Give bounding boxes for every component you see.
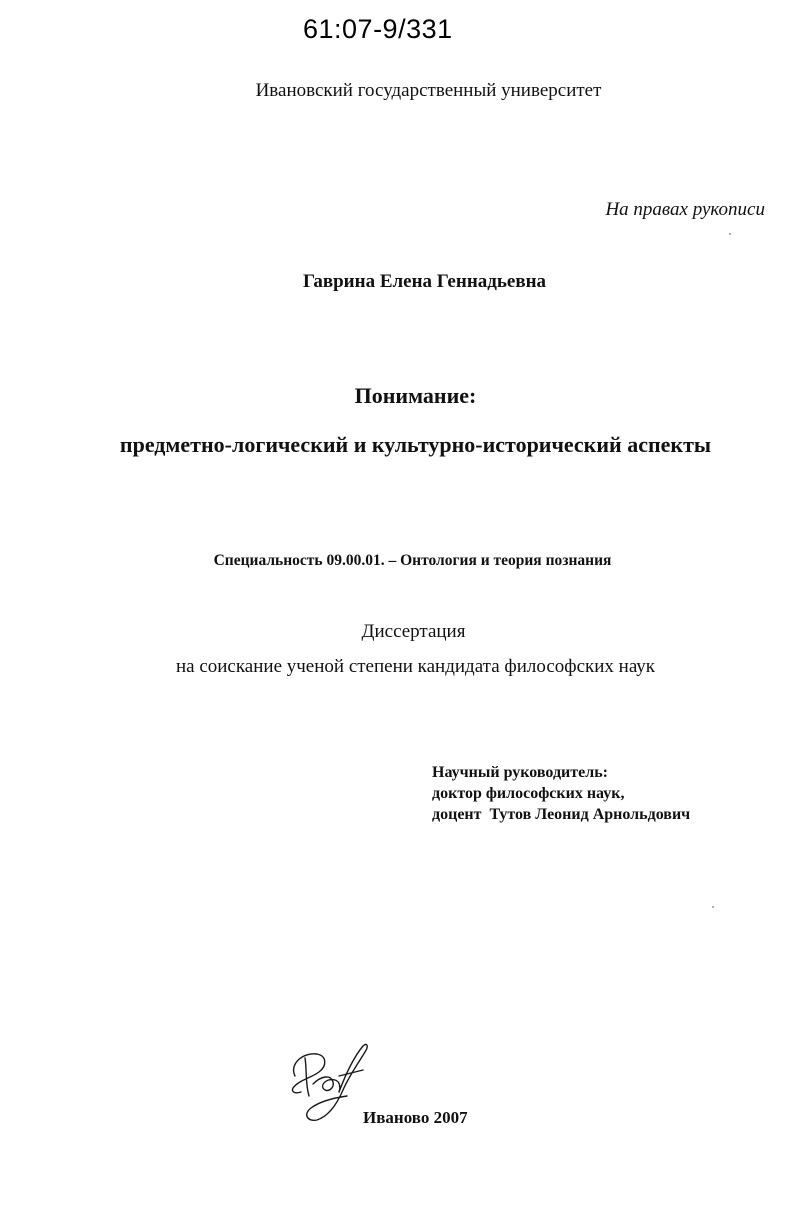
document-type: Диссертация — [361, 621, 466, 642]
scan-speck — [729, 233, 731, 235]
advisor-name: доцент Тутов Леонид Арнольдович — [432, 806, 691, 823]
specialty-line: Специальность 09.00.01. – Онтология и теория познания — [213, 552, 612, 569]
degree-line: на соискание ученой степени кандидата философских наук — [175, 656, 656, 677]
university-name: Ивановский государственный университет — [255, 80, 602, 101]
signature-icon — [283, 1036, 375, 1124]
scan-speck — [712, 906, 714, 908]
author-name: Гаврина Елена Геннадьевна — [302, 271, 547, 292]
manuscript-note: На правах рукописи — [605, 199, 765, 220]
advisor-label: Научный руководитель: — [432, 764, 608, 781]
title-main: Понимание: — [354, 383, 477, 408]
city-year: Иваново 2007 — [363, 1108, 468, 1127]
title-subtitle: предметно-логический и культурно-исторический аспекты — [119, 432, 712, 457]
advisor-block — [432, 762, 690, 825]
catalog-number: 61:07-9/331 — [303, 14, 453, 44]
advisor-degree: доктор философских наук, — [432, 785, 625, 802]
